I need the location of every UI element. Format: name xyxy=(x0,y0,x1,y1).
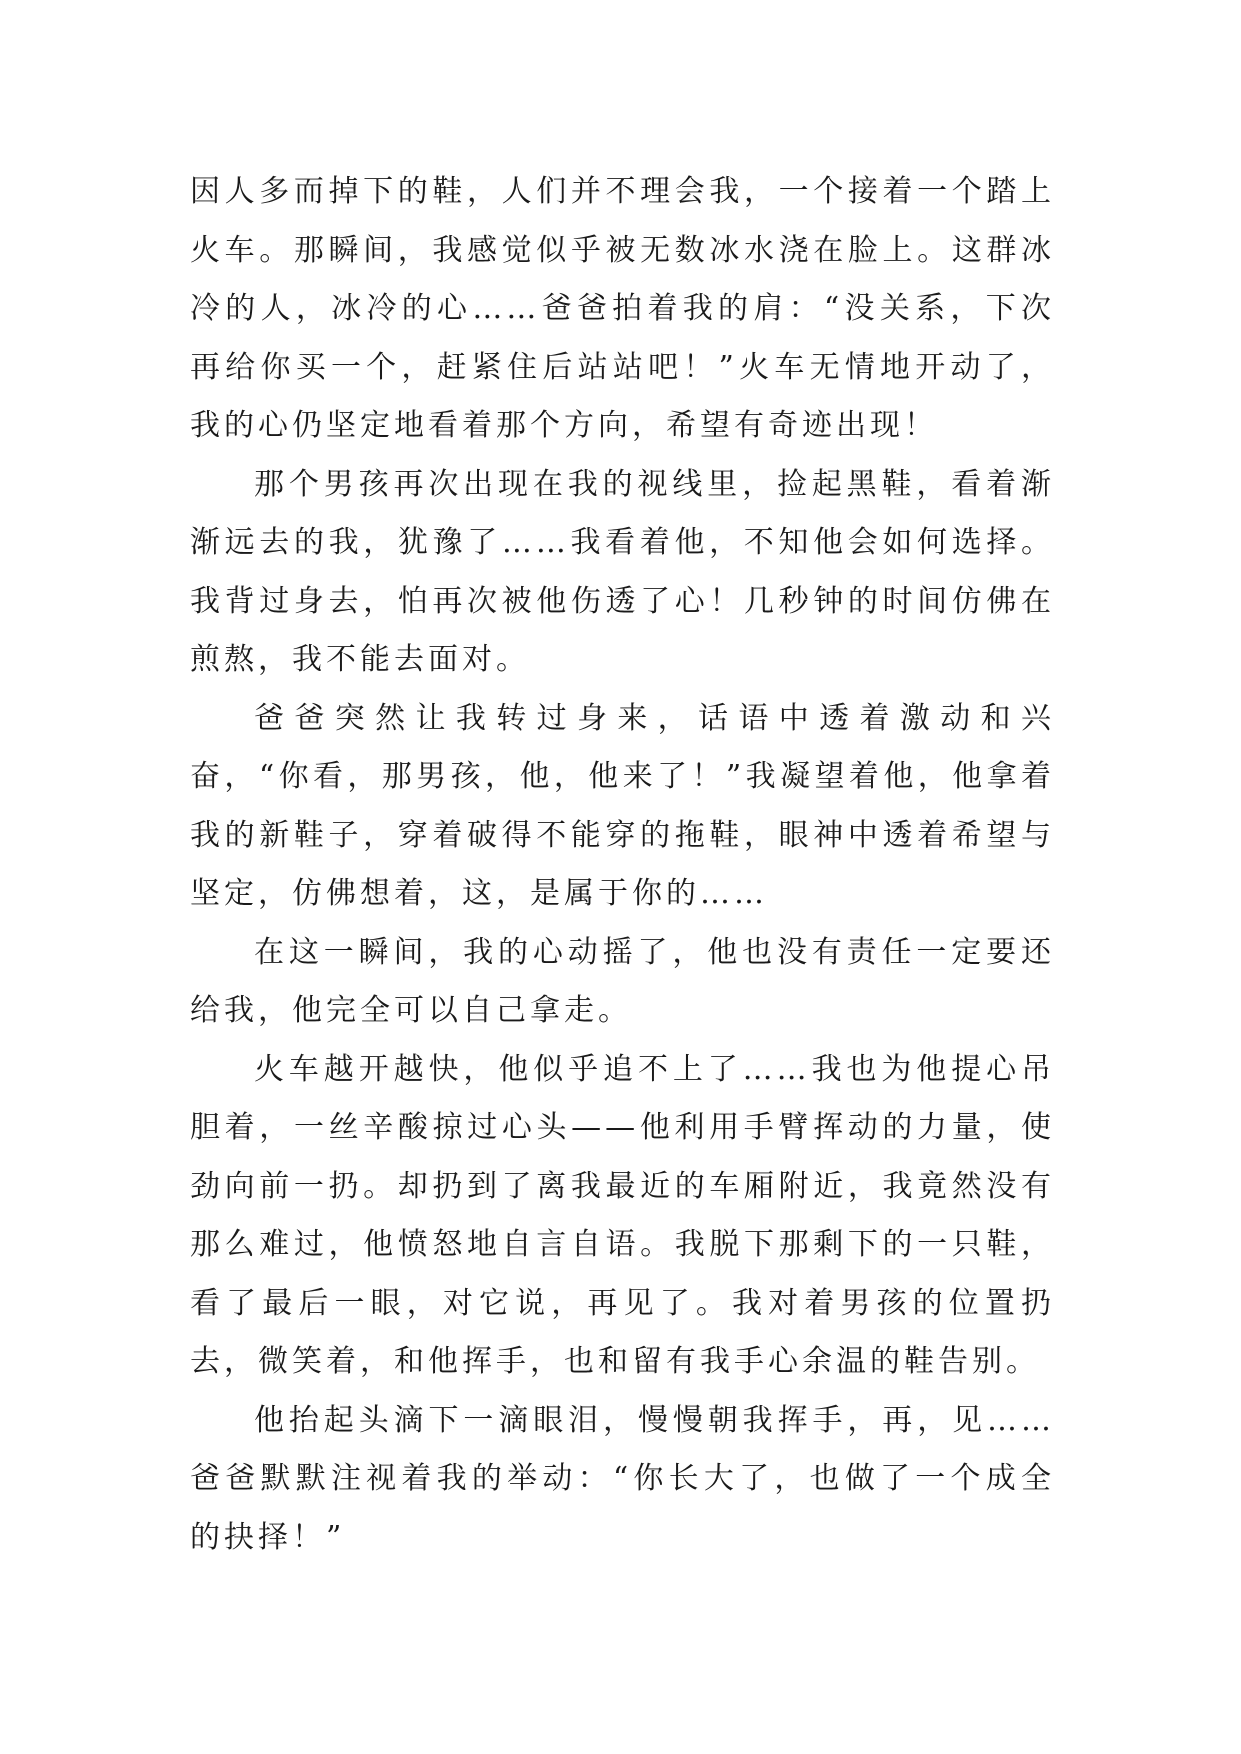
paragraph-4: 在这一瞬间，我的心动摇了，他也没有责任一定要还给我，他完全可以自己拿走。 xyxy=(190,934,1055,1028)
paragraph-2: 那个男孩再次出现在我的视线里，捡起黑鞋，看着渐渐远去的我，犹豫了……我看着他，不知他会如何选择。我背过身去，怕再次被他伤透了心！几秒钟的时间仿佛在煎熬，我不能去面对。 xyxy=(190,466,1055,677)
paragraph-1: 因人多而掉下的鞋，人们并不理会我，一个接着一个踏上火车。那瞬间，我感觉似乎被无数冰水浇在脸上。这群冰冷的人，冰冷的心……爸爸拍着我的肩：“没关系，下次再给你买一个，赶紧住后站站吧！”火车无情地开动了，我的心仍坚定地看着那个方向，希望有奇迹出现！ xyxy=(190,174,1055,443)
paragraph-6: 他抬起头滴下一滴眼泪，慢慢朝我挥手，再，见……爸爸默默注视着我的举动：“你长大了，也做了一个成全的抉择！” xyxy=(190,1402,1055,1555)
paragraph-3: 爸爸突然让我转过身来，话语中透着激动和兴奋，“你看，那男孩，他，他来了！”我凝望着他，他拿着我的新鞋子，穿着破得不能穿的拖鞋，眼神中透着希望与坚定，仿佛想着，这，是属于你的…… xyxy=(190,700,1055,911)
article-body xyxy=(190,163,1055,1567)
paragraph-5: 火车越开越快，他似乎追不上了……我也为他提心吊胆着，一丝辛酸掠过心头——他利用手臂挥动的力量，使劲向前一扔。却扔到了离我最近的车厢附近，我竟然没有那么难过，他愤怒地自言自语。我脱下那剩下的一只鞋，看了最后一眼，对它说，再见了。我对着男孩的位置扔去，微笑着，和他挥手，也和留有我手心余温的鞋告别。 xyxy=(190,1051,1055,1379)
